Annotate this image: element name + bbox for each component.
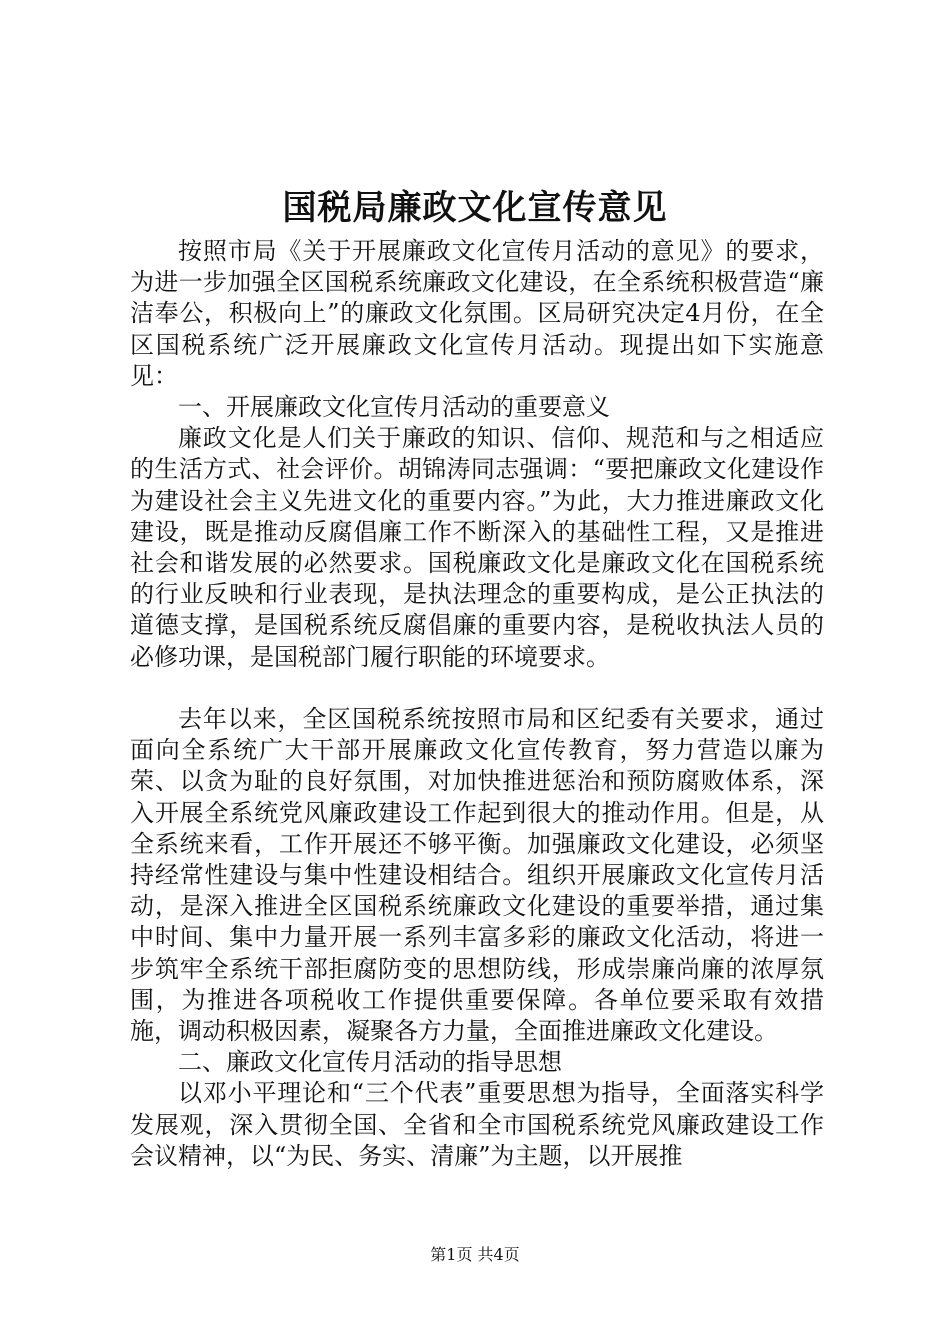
paragraph-guiding-ideology: 以邓小平理论和“三个代表”重要思想为指导，全面落实科学发展观，深入贯彻全国、全省和全市国税系统党风廉政建设工作会议精神，以“为民、务实、清廉”为主题，以开展推 — [130, 1079, 824, 1170]
paragraph-intro: 按照市局《关于开展廉政文化宣传月活动的意见》的要求，为进一步加强全区国税系统廉政文化建设，在全系统积极营造“廉洁奉公，积极向上”的廉政文化氛围。区局研究决定4月份，在全区国税系统广泛开展廉政文化宣传月活动。现提出如下实施意见： — [130, 237, 824, 390]
blank-line — [130, 673, 824, 704]
document-body — [130, 236, 824, 1172]
section-heading-1: 一、开展廉政文化宣传月活动的重要意义 — [178, 393, 610, 422]
document-title: 国税局廉政文化宣传意见 — [282, 188, 668, 228]
paragraph-progress: 去年以来，全区国税系统按照市局和区纪委有关要求，通过面向全系统广大干部开展廉政文化宣传教育，努力营造以廉为荣、以贪为耻的良好氛围，对加快推进惩治和预防腐败体系，深入开展全系统党风廉政建设工作起到很大的推动作用。但是，从全系统来看，工作开展还不够平衡。加强廉政文化建设，必须坚持经常性建设与集中性建设相结合。组织开展廉政文化宣传月活动，是深入推进全区国税系统廉政文化建设的重要举措，通过集中时间、集中力量开展一系列丰富多彩的廉政文化活动，将进一步筑牢全系统干部拒腐防变的思想防线，形成崇廉尚廉的浓厚氛围，为推进各项税收工作提供重要保障。各单位要采取有效措施，调动积极因素，凝聚各方力量，全面推进廉政文化建设。 — [130, 705, 824, 1046]
section-heading-2: 二、廉政文化宣传月活动的指导思想 — [178, 1048, 562, 1077]
paragraph-significance: 廉政文化是人们关于廉政的知识、信仰、规范和与之相适应的生活方式、社会评价。胡锦涛同志强调：“要把廉政文化建设作为建设社会主义先进文化的重要内容。”为此，大力推进廉政文化建设，既是推动反腐倡廉工作不断深入的基础性工程，又是推进社会和谐发展的必然要求。国税廉政文化是廉政文化在国税系统的行业反映和行业表现，是执法理念的重要构成，是公正执法的道德支撑，是国税系统反腐倡廉的重要内容，是税收执法人员的必修功课，是国税部门履行职能的环境要求。 — [130, 424, 824, 671]
page-number-footer: 第1页 共4页 — [430, 1245, 520, 1264]
